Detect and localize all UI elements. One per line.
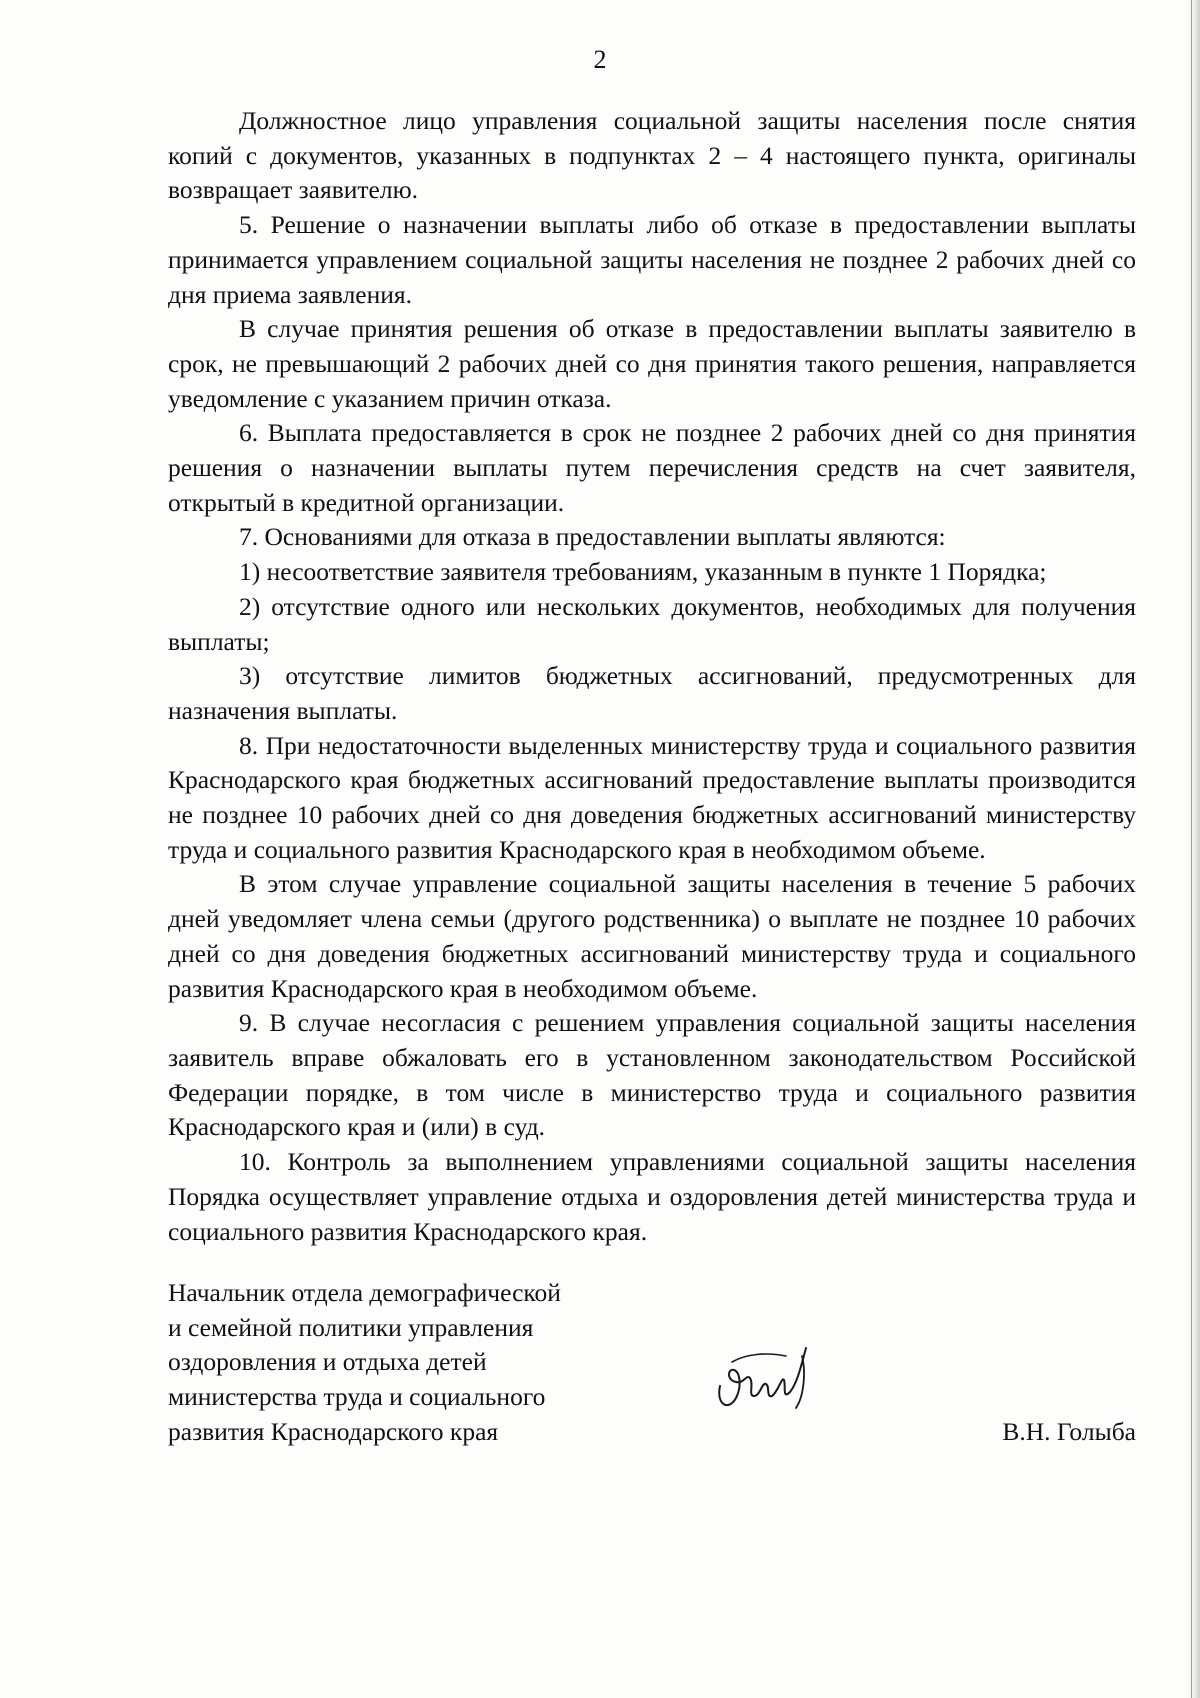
paragraph-item-10: 10. Контроль за выполнением управлениями социальной защиты населения Порядка осуществляет управление отдыха и оздоровления детей министерства труда и социального развития Краснодарского края. <box>168 1147 1136 1246</box>
signature-block <box>168 1276 1136 1446</box>
page-number: 2 <box>593 45 607 74</box>
handwritten-signature-icon <box>706 1326 826 1426</box>
scan-edge-line <box>1191 0 1192 1698</box>
paragraph-item-7-3: 3) отсутствие лимитов бюджетных ассигнований, предусмотренных для назначения выплаты. <box>168 661 1136 725</box>
signer-position-line: Начальник отдела демографической <box>168 1278 561 1307</box>
paragraph-item-7-1: 1) несоответствие заявителя требованиям, указанным в пункте 1 Порядка; <box>239 557 1047 587</box>
paragraph-item-9: 9. В случае несогласия с решением управления социальной защиты населения заявитель вправе обжаловать его в установленном законодательством Российской Федерации порядке, в том числе в министерство труда и социального развития Краснодарского края и (или) в суд. <box>168 1008 1136 1142</box>
paragraph-refusal-notice: В случае принятия решения об отказе в предоставлении выплаты заявителю в срок, не превышающий 2 рабочих дней со дня принятия такого решения, направляется уведомление с указанием причин отказа. <box>168 314 1136 413</box>
paragraph-item-5: 5. Решение о назначении выплаты либо об отказе в предоставлении выплаты принимается управлением социальной защиты населения не позднее 2 рабочих дней со дня приема заявления. <box>168 210 1136 309</box>
paragraph-item-8-notice: В этом случае управление социальной защиты населения в течение 5 рабочих дней уведомляет члена семьи (другого родственника) о выплате не позднее 10 рабочих дней со дня доведения бюджетных ассигнований министерству труда и социального развития Краснодарского края в необходимом объеме. <box>168 869 1136 1003</box>
document-body <box>168 104 1136 1249</box>
paragraph-item-8: 8. При недостаточности выделенных министерству труда и социального развития Краснодарского края бюджетных ассигнований предоставление выплаты производится не позднее 10 рабочих дней со дня доведения бюджетных ассигнований министерству труда и социального развития Краснодарского края в необходимом объеме. <box>168 730 1136 864</box>
scan-edge-shadow <box>1186 0 1200 1698</box>
signer-position <box>168 1276 648 1450</box>
paragraph-copies-return: Должностное лицо управления социальной защиты населения после снятия копий с документов, указанных в подпунктах 2 – 4 настоящего пункта, оригиналы возвращает заявителю. <box>168 106 1136 205</box>
signer-position-line: развития Краснодарского края <box>168 1416 499 1446</box>
paragraph-item-7-2: 2) отсутствие одного или нескольких документов, необходимых для получения выплаты; <box>168 591 1136 656</box>
signer-name: В.Н. Голыба <box>1002 1417 1136 1446</box>
paragraph-item-7: 7. Основаниями для отказа в предоставлении выплаты являются: <box>239 522 946 552</box>
signer-position-line: министерства труда и социального <box>168 1382 546 1412</box>
paragraph-item-6: 6. Выплата предоставляется в срок не позднее 2 рабочих дней со дня принятия решения о назначении выплаты путем перечисления средств на счет заявителя, открытый в кредитной организации. <box>168 418 1136 517</box>
signer-position-line: и семейной политики управления <box>168 1312 534 1342</box>
signer-position-line: оздоровления и отдыха детей <box>168 1347 487 1377</box>
